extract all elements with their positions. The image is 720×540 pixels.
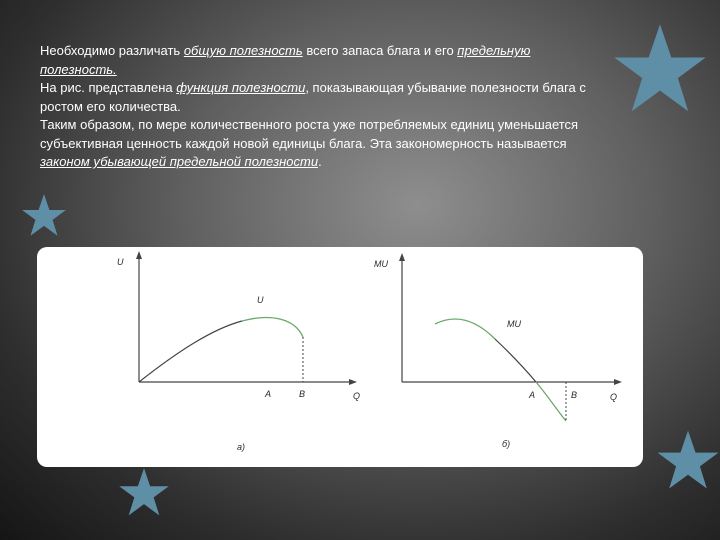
link-total-utility[interactable]: общую полезность	[183, 43, 303, 58]
caption-b: б)	[502, 439, 511, 449]
figure-panel	[37, 247, 643, 467]
link-utility-function[interactable]: функция полезности	[176, 80, 306, 95]
star-icon	[21, 194, 67, 238]
total-utility-diagram	[117, 251, 360, 452]
body-text	[40, 42, 610, 172]
marginal-utility-curve-negative	[536, 382, 566, 421]
paragraph-law: Таким образом, по мере количественного роста уже потребляемых единиц уменьшается субъективная ценность каждой новой единицы блага. Эта закономерность называется законом убывающей предельной полезности.	[40, 117, 579, 169]
caption-a: а)	[237, 442, 246, 452]
y-axis-arrow-icon	[399, 253, 405, 261]
paragraph-utility-function: На рис. представлена функция полезности, показывающая убывание полезности блага с ростом его количества.	[40, 80, 586, 114]
x-axis-label: Q	[610, 392, 618, 402]
x-axis-arrow-icon	[614, 379, 622, 385]
total-utility-curve	[139, 321, 242, 382]
mark-a: A	[529, 390, 536, 400]
star-icon	[656, 430, 720, 492]
marginal-utility-curve-top	[435, 319, 495, 339]
y-axis-arrow-icon	[136, 251, 142, 259]
curve-label: U	[257, 295, 264, 305]
marginal-utility-diagram	[374, 253, 622, 449]
link-marginal-utility[interactable]: предельную полезность.	[40, 43, 531, 77]
total-utility-curve-peak	[242, 318, 303, 337]
y-axis-label: MU	[374, 259, 388, 269]
y-axis-label: U	[117, 257, 124, 267]
x-axis-arrow-icon	[349, 379, 357, 385]
curve-label: MU	[507, 319, 521, 329]
mark-b: B	[571, 390, 578, 400]
marginal-utility-curve	[495, 339, 536, 382]
x-axis-label: Q	[353, 391, 361, 401]
star-icon	[118, 468, 170, 518]
utility-diagrams	[37, 247, 643, 467]
star-icon	[612, 24, 708, 116]
link-law-diminishing-utility[interactable]: законом убывающей предельной полезности	[40, 154, 319, 169]
mark-a: A	[265, 389, 272, 399]
mark-b: B	[299, 389, 306, 399]
paragraph-total-vs-marginal: Необходимо различать общую полезность всего запаса блага и его предельную полезность.	[40, 43, 531, 77]
